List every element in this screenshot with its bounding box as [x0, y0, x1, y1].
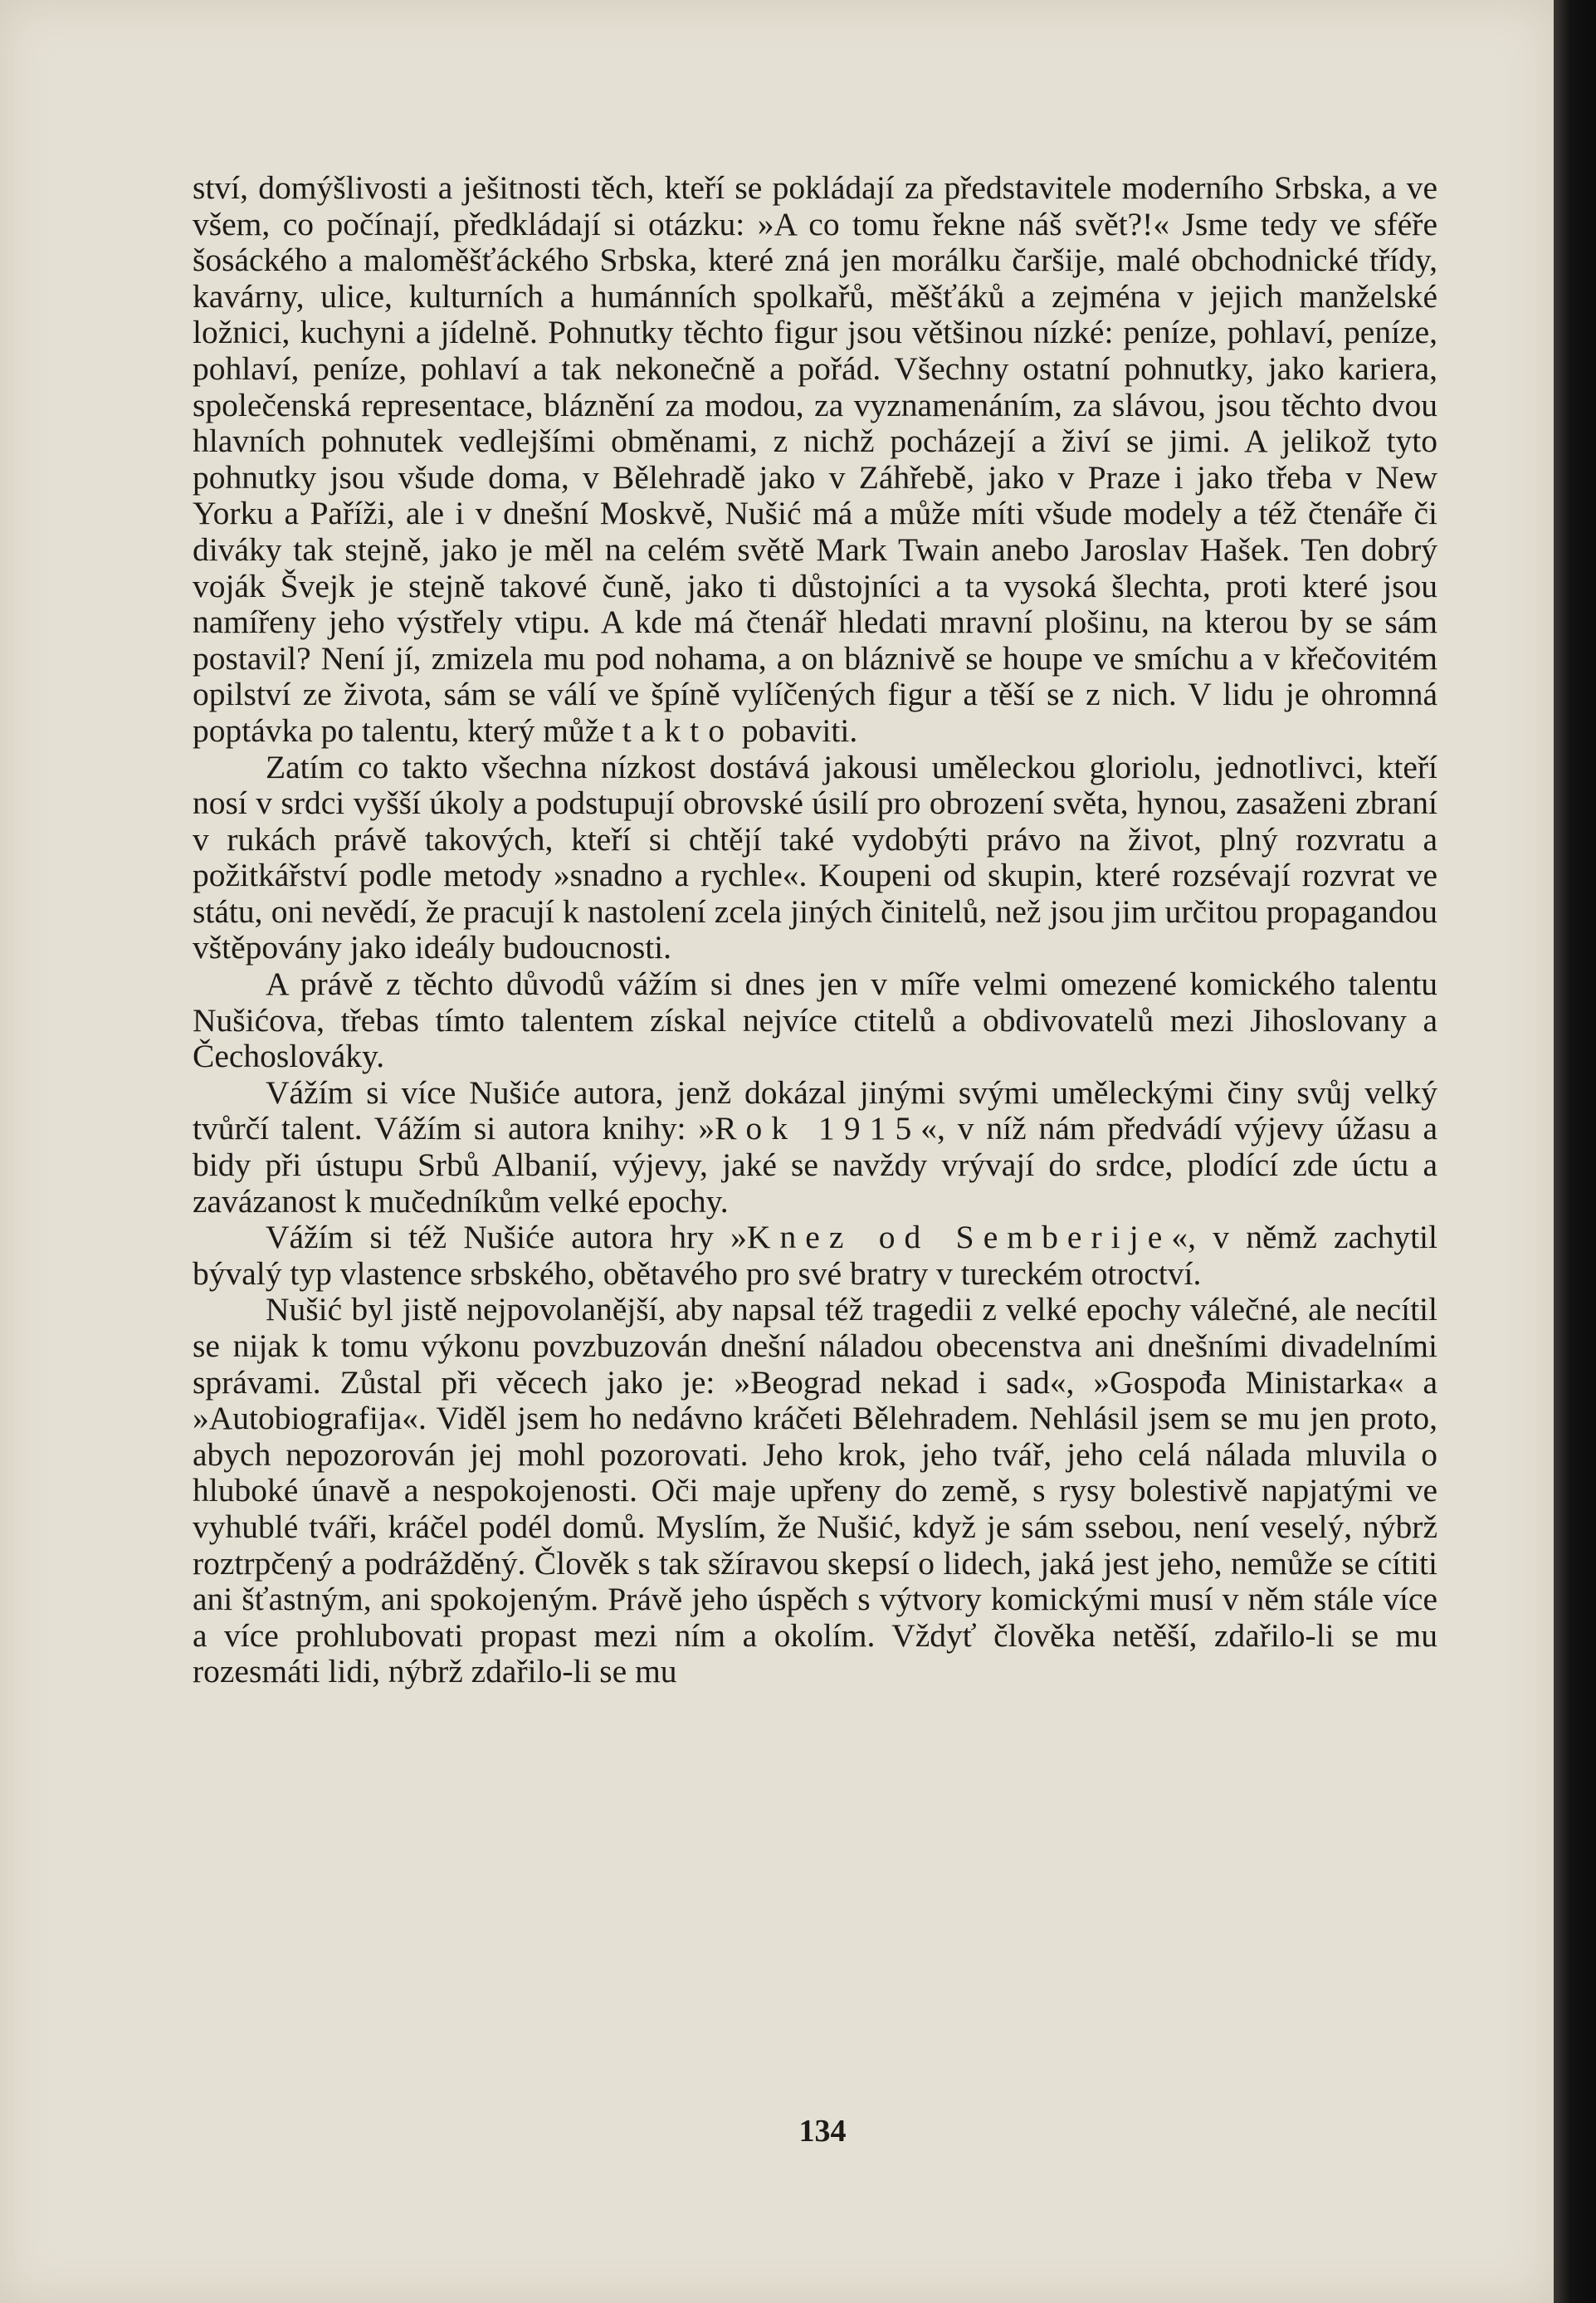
body-text: [193, 170, 1437, 1690]
paragraph-4-end: «, v níž nám předvádí výjevy úžasu a bidy při ústupu Srbů Albanií, výjevy, jaké se navždy vrývají do srdce, plodící zde úctu a zavázanost k mučedníkům velké epochy.: [193, 1110, 1437, 1220]
paragraph-1-text: ství, domýšlivosti a ješitnosti těch, kteří se pokládají za představitele moderního Srbska, a ve všem, co počínají, předkládají si otázku: »A co tomu řekne náš svět?!« Jsme tedy ve sféře šosáckého a maloměšťáckého Srbska, které zná jen morálku čaršije, malé obchodnické třídy, kavárny, ulice, kulturních a humánních spolkařů, měšťáků a zejména v jejich manželské ložnici, kuchyni a jídelně. Pohnutky těchto figur jsou většinou nízké: peníze, pohlaví, peníze, pohlaví, peníze, pohlaví a tak nekonečně a pořád. Všechny ostatní pohnutky, jako kariera, společenská representace, bláznění za modou, za vyznamenáním, za slávou, jsou těchto dvou hlavních pohnutek vedlejšími obměnami, z nichž pocházejí a živí se jimi. A jelikož tyto pohnutky jsou všude doma, v Bělehradě jako v Záhřebě, jako v Praze i jako třeba v New Yorku a Paříži, ale i v dnešní Moskvě, Nušić má a může míti všude modely a též čtenáře či diváky tak stejně, jako je měl na celém světě Mark Twain anebo Jaroslav Hašek. Ten dobrý voják Švejk je stejně takové čuně, jako ti důstojníci a ta vysoká šlechta, proti které jsou namířeny jeho výstřely vtipu. A kde má čtenář hledati mravní plošinu, na kterou by se sám postavil? Není jí, zmizela mu pod nohama, a on bláznivě se houpe ve smíchu a v křečovitém opilství ze života, sám se válí ve špíně vylíčených figur a těší se z nich. V lidu je ohromná poptávka po talentu, který může: [193, 169, 1437, 749]
paragraph-2-text: Zatím co takto všechna nízkost dostává jakousi uměleckou gloriolu, jednotlivci, kteří nosí v srdci vyšší úkoly a podstupují obrovské úsilí pro obrození světa, hynou, zasaženi zbraní v rukách právě takových, kteří si chtějí také vydobýti právo na život, plný rozvratu a požitkářství podle metody »snadno a rychle«. Koupeni od skupin, které rozsévají rozvrat ve státu, oni nevědí, že pracují k nastolení zcela jiných činitelů, než jsou jim určitou propagandou vštěpovány jako ideály budoucnosti.: [193, 748, 1437, 966]
paragraph-5: [193, 1220, 1437, 1292]
paragraph-4: [193, 1075, 1437, 1220]
paragraph-5-end: «, v němž zachytil bývalý typ vlastence srbského, obětavého pro své bratry v tureckém otroctví.: [193, 1219, 1437, 1292]
paragraph-6: [193, 1292, 1437, 1690]
paragraph-3-text: A právě z těchto důvodů vážím si dnes jen v míře velmi omezené komického talentu Nušićova, třebas tímto talentem získal nejvíce ctitelů a obdivovatelů mezi Jihoslovany a Čechoslováky.: [193, 966, 1437, 1075]
spaced-word-takto: takto: [622, 711, 735, 749]
paragraph-4-text: Vážím si více Nušiće autora, jenž dokázal jinými svými uměleckými činy svůj velký tvůrčí talent. Vážím si autora knihy: »: [193, 1073, 1437, 1147]
paragraph-2: [193, 750, 1437, 967]
page-number: 134: [798, 2114, 847, 2149]
paragraph-1: [193, 170, 1437, 750]
paragraph-3: [193, 966, 1437, 1075]
paragraph-5-text: Vážím si též Nušiće autora hry »: [266, 1219, 747, 1256]
book-title-rok-1915: Rok 1915: [715, 1110, 921, 1147]
play-title-knez-od-semberije: Knez od Semberije: [746, 1219, 1172, 1256]
paragraph-6-text: Nušić byl jistě nejpovolanější, aby napsal též tragedii z velké epochy válečné, ale necítil se nijak k tomu výkonu povzbuzován dnešní náladou obecenstva ani dnešními divadelními správami. Zůstal při věcech jako je: »Beograd nekad i sad«, »Gospođa Ministarka« a »Autobiografija«. Viděl jsem ho nedávno kráčeti Bělehradem. Nehlásil jsem se mu jen proto, abych nepozorován jej mohl pozorovati. Jeho krok, jeho tvář, jeho celá nálada mluvila o hluboké únavě a nespokojenosti. Oči maje upřeny do země, s rysy bolestivě napjatými ve vyhublé tváři, kráčel podél domů. Myslím, že Nušić, když je sám ssebou, není veselý, nýbrž roztrpčený a podrážděný. Člověk s tak sžíravou skepsí o lidech, jaká jest jeho, nemůže se cítiti ani šťastným, ani spokojeným. Právě jeho úspěch s výtvory komickými musí v něm stále více a více prohlubovati propast mezi ním a okolím. Vždyť člověka netěší, zdařilo-li se mu rozesmáti lidi, nýbrž zdařilo-li se mu: [193, 1291, 1437, 1690]
paragraph-1-end: pobaviti.: [734, 711, 858, 749]
book-spine-shadow: [1554, 0, 1596, 2303]
